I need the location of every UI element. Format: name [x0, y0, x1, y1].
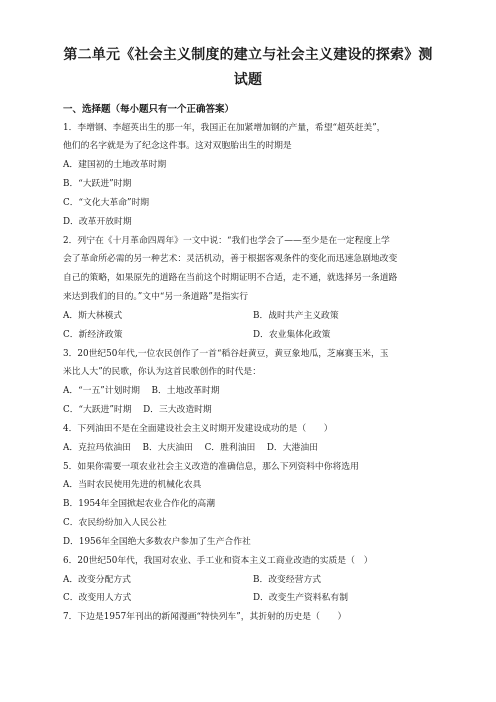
- q3-stem: 3．20世纪50年代,一位农民创作了一首“稻谷赶黄豆，黄豆象地瓜，芝麻赛玉米，玉: [63, 349, 389, 359]
- q1-stem-cont: 他们的名字就是为了纪念这件事。这对双胞胎出生的时期是: [63, 141, 292, 151]
- q2-stem: 2．列宁在《十月革命四周年》一文中说：“我们也学会了——至少是在一定程度上学: [63, 236, 390, 246]
- q4-stem: 4．下列油田不是在全面建设社会主义时期开发建设成功的是（ ）: [63, 424, 333, 434]
- q6-option-d: D．改变生产资料私有制: [253, 593, 349, 603]
- q5-option-b: B．1954年全国掀起农业合作化的高潮: [63, 499, 216, 509]
- q5-option-d: D．1956年全国绝大多数农户参加了生产合作社: [63, 537, 251, 547]
- q1-option-d: D．改革开放时期: [63, 217, 132, 227]
- q3-stem-cont: 米比人大”的民歌，你认为这首民歌创作的时代是：: [63, 367, 262, 377]
- q2-stem-cont-1: 会了革命所必需的另一种艺术：灵活机动，善于根据客观条件的变化而迅速急剧地改变: [63, 254, 398, 264]
- q7-stem: 7．下边是1957年刊出的新闻漫画“特快列车”，其折射的历史是（ ）: [63, 612, 347, 622]
- q2-option-c: C．新经济政策: [63, 330, 123, 340]
- q6-option-a: A．改变分配方式: [63, 575, 131, 585]
- q4-options: A．克拉玛依油田 B．大庆油田 C．胜利油田 D．大港油田: [63, 443, 318, 453]
- q3-options-ab: A．“一五”计划时期 B．土地改革时期: [63, 386, 220, 396]
- q1-option-a: A．建国初的土地改革时期: [63, 160, 167, 170]
- q6-option-b: B．改变经营方式: [253, 575, 322, 585]
- document-title: 第二单元《社会主义制度的建立与社会主义建设的探索》测: [63, 47, 433, 63]
- q1-stem: 1．李增钢、李超英出生的那一年，我国正在加紧增加钢的产量，希望“超英赶美”，: [63, 123, 386, 133]
- q5-option-a: A．当时农民使用先进的机械化农具: [63, 480, 202, 490]
- q2-option-b: B．战时共产主义政策: [253, 311, 339, 321]
- q2-stem-cont-2: 自己的策略，如果原先的道路在当前这个时期证明不合适，走不通，就选择另一条道路: [63, 273, 398, 283]
- q1-option-c: C．“文化大革命”时期: [63, 198, 150, 208]
- q6-option-c: C．改变用人方式: [63, 593, 132, 603]
- q2-stem-cont-3: 来达到我们的目的。”文中“另一条道路”是指实行: [63, 292, 249, 302]
- q3-options-cd: C．“大跃进”时期 D．三大改造时期: [63, 405, 212, 415]
- section-heading: 一、选择题（每小题只有一个正确答案）: [63, 104, 235, 115]
- q6-stem: 6．20世纪50年代，我国对农业、手工业和资本主义工商业改造的实质是（ ）: [63, 556, 373, 566]
- q1-option-b: B．“大跃进”时期: [63, 179, 132, 189]
- q2-option-d: D．农业集体化政策: [253, 330, 331, 340]
- q5-option-c: C．农民纷纷加入人民公社: [63, 518, 167, 528]
- q5-stem: 5．如果你需要一项农业社会主义改造的准确信息，那么下列资料中你将选用: [63, 462, 359, 472]
- document-title-continued: 试题: [233, 72, 263, 88]
- q2-option-a: A．斯大林模式: [63, 311, 123, 321]
